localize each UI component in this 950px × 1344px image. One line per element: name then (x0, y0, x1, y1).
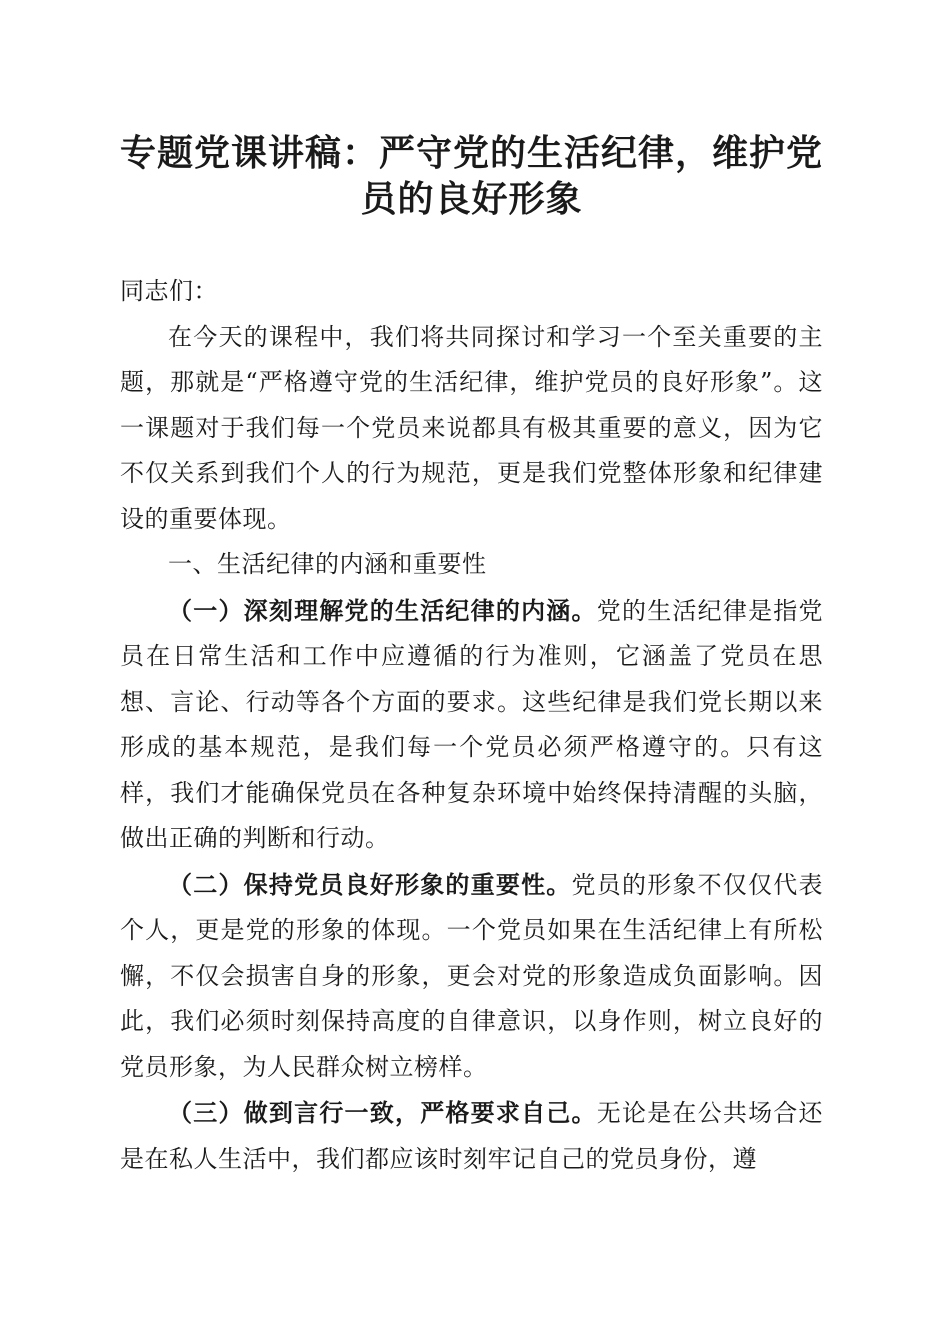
paragraph-2-lead: （二）保持党员良好形象的重要性。 (168, 869, 572, 899)
section-heading: 一、生活纪律的内涵和重要性 (168, 550, 487, 578)
document-body (120, 269, 823, 1182)
paragraph-1-lead: （一）深刻理解党的生活纪律的内涵。 (168, 595, 597, 625)
intro-paragraph: 在今天的课程中，我们将共同探讨和学习一个至关重要的主题，那就是“严格遵守党的生活纪律，维护党员的良好形象”。这一课题对于我们每一个党员来说都具有极其重要的意义，因为它不仅关系到我们个人的行为规范，更是我们党整体形象和纪律建设的重要体现。 (120, 322, 823, 533)
paragraph-3-lead: （三）做到言行一致，严格要求自己。 (168, 1098, 597, 1127)
document-title: 专题党课讲稿：严守党的生活纪律，维护党员的良好形象 (120, 132, 824, 220)
paragraph-1-body: 党的生活纪律是指党员在日常生活和工作中应遵循的行为准则，它涵盖了党员在思想、言论、行动等各个方面的要求。这些纪律是我们党长期以来形成的基本规范，是我们每一个党员必须严格遵守的。只有这样，我们才能确保党员在各种复杂环境中始终保持清醒的头脑，做出正确的判断和行动。 (120, 596, 824, 852)
paragraph-2-body: 党员的形象不仅仅代表个人，更是党的形象的体现。一个党员如果在生活纪律上有所松懈，不仅会损害自身的形象，更会对党的形象造成负面影响。因此，我们必须时刻保持高度的自律意识，以身作则，树立良好的党员形象，为人民群众树立榜样。 (120, 870, 824, 1081)
paragraph-3 (120, 1090, 823, 1182)
paragraph-2 (120, 862, 823, 1091)
salutation: 同志们： (120, 277, 218, 305)
paragraph-1 (120, 588, 823, 862)
paragraph-3-body: 无论是在公共场合还是在私人生活中，我们都应该时刻牢记自己的党员身份，遵 (120, 1099, 824, 1173)
document-page (120, 130, 823, 1182)
